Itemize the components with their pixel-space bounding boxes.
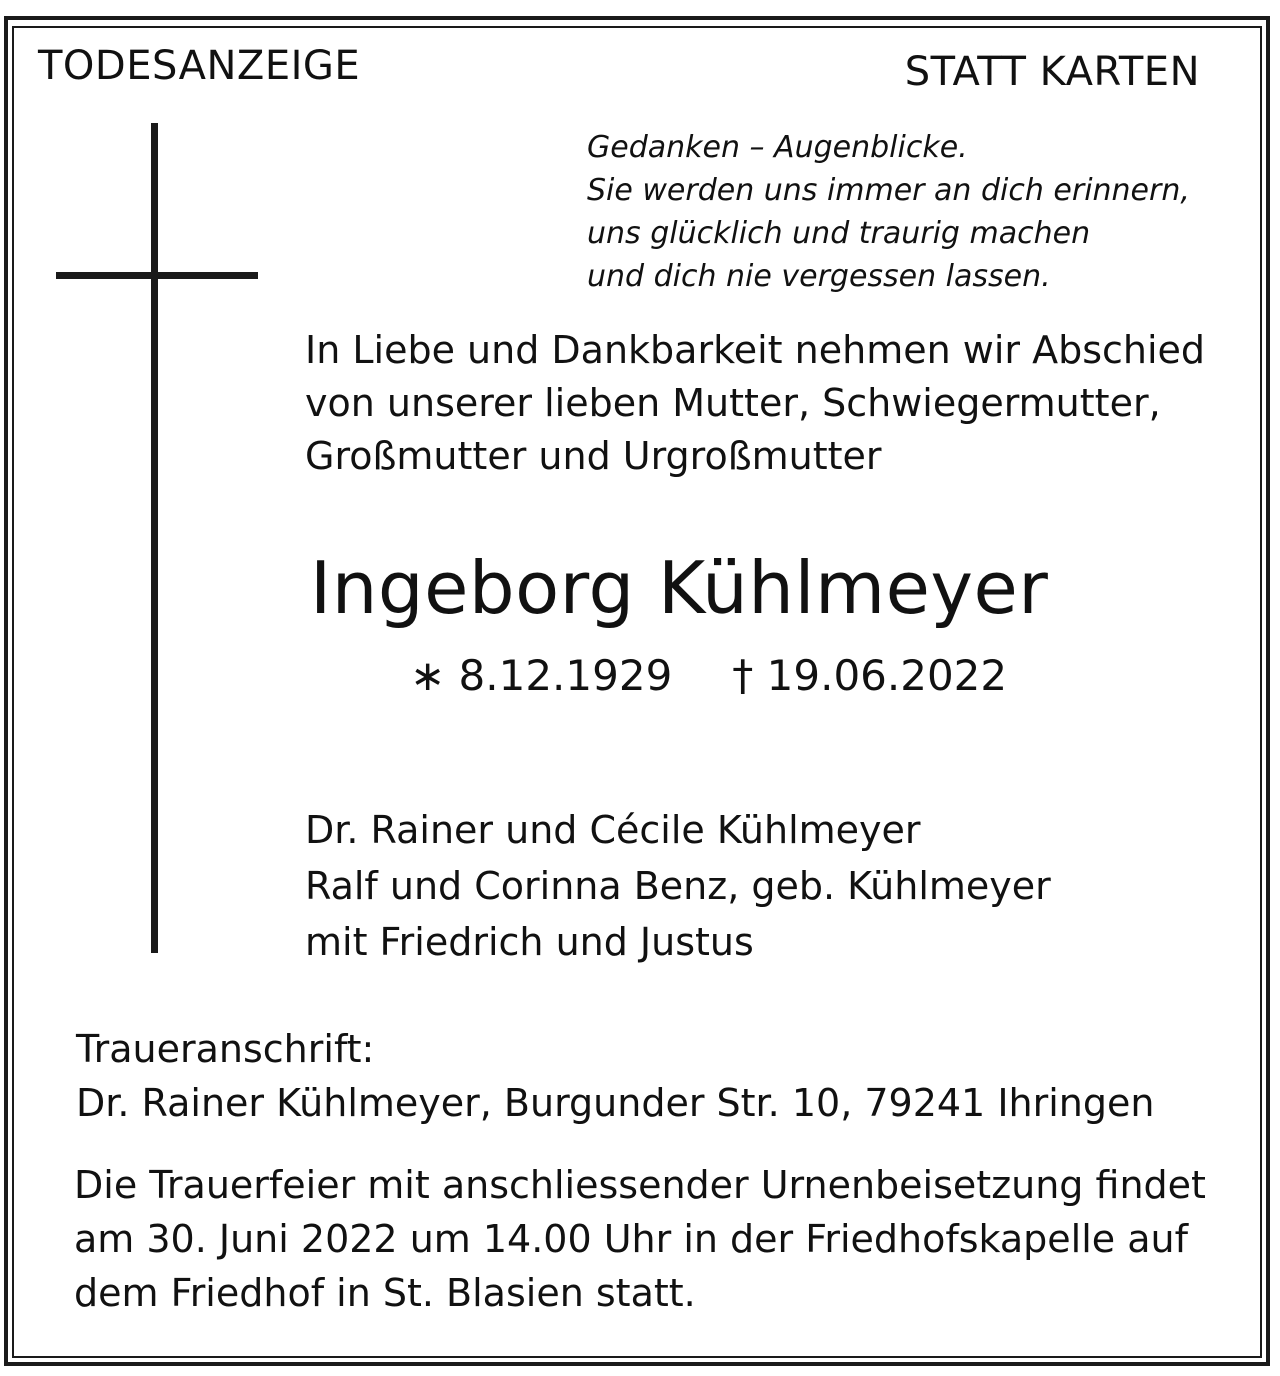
- address-label: Traueranschrift:: [76, 1027, 375, 1071]
- mourning-address: [76, 1022, 1154, 1130]
- mourner-line: mit Friedrich und Justus: [305, 920, 754, 964]
- cross-icon-bar: [56, 272, 258, 279]
- service-line: Die Trauerfeier mit anschliessender Urnenbeisetzung findet: [74, 1163, 1206, 1207]
- poem-line: und dich nie vergessen lassen.: [587, 259, 1051, 294]
- intro-line: In Liebe und Dankbarkeit nehmen wir Abschied: [305, 328, 1206, 372]
- mourner-line: Dr. Rainer und Cécile Kühlmeyer: [305, 808, 921, 852]
- farewell-intro: [305, 324, 1205, 483]
- mourners-list: [305, 802, 1051, 970]
- memorial-poem: [587, 126, 1190, 298]
- poem-line: uns glücklich und traurig machen: [587, 216, 1091, 251]
- service-line: dem Friedhof in St. Blasien statt.: [74, 1271, 696, 1315]
- intro-line: Großmutter und Urgroßmutter: [305, 434, 882, 478]
- poem-line: Gedanken – Augenblicke.: [587, 130, 968, 165]
- life-dates: [410, 648, 1007, 704]
- mourner-line: Ralf und Corinna Benz, geb. Kühlmeyer: [305, 864, 1051, 908]
- death-date: † 19.06.2022: [732, 651, 1008, 700]
- notice-type-label: TODESANZEIGE: [38, 43, 361, 89]
- service-line: am 30. Juni 2022 um 14.00 Uhr in der Friedhofskapelle auf: [74, 1217, 1188, 1261]
- funeral-service-info: [74, 1158, 1206, 1320]
- intro-line: von unserer lieben Mutter, Schwiegermutter,: [305, 381, 1161, 425]
- statt-karten-label: STATT KARTEN: [904, 49, 1200, 95]
- address-value: Dr. Rainer Kühlmeyer, Burgunder Str. 10, 79241 Ihringen: [76, 1081, 1155, 1125]
- deceased-name: Ingeborg Kühlmeyer: [310, 546, 1049, 630]
- birth-date: ∗ 8.12.1929: [410, 651, 673, 700]
- cross-icon: [151, 123, 158, 953]
- poem-line: Sie werden uns immer an dich erinnern,: [587, 173, 1190, 208]
